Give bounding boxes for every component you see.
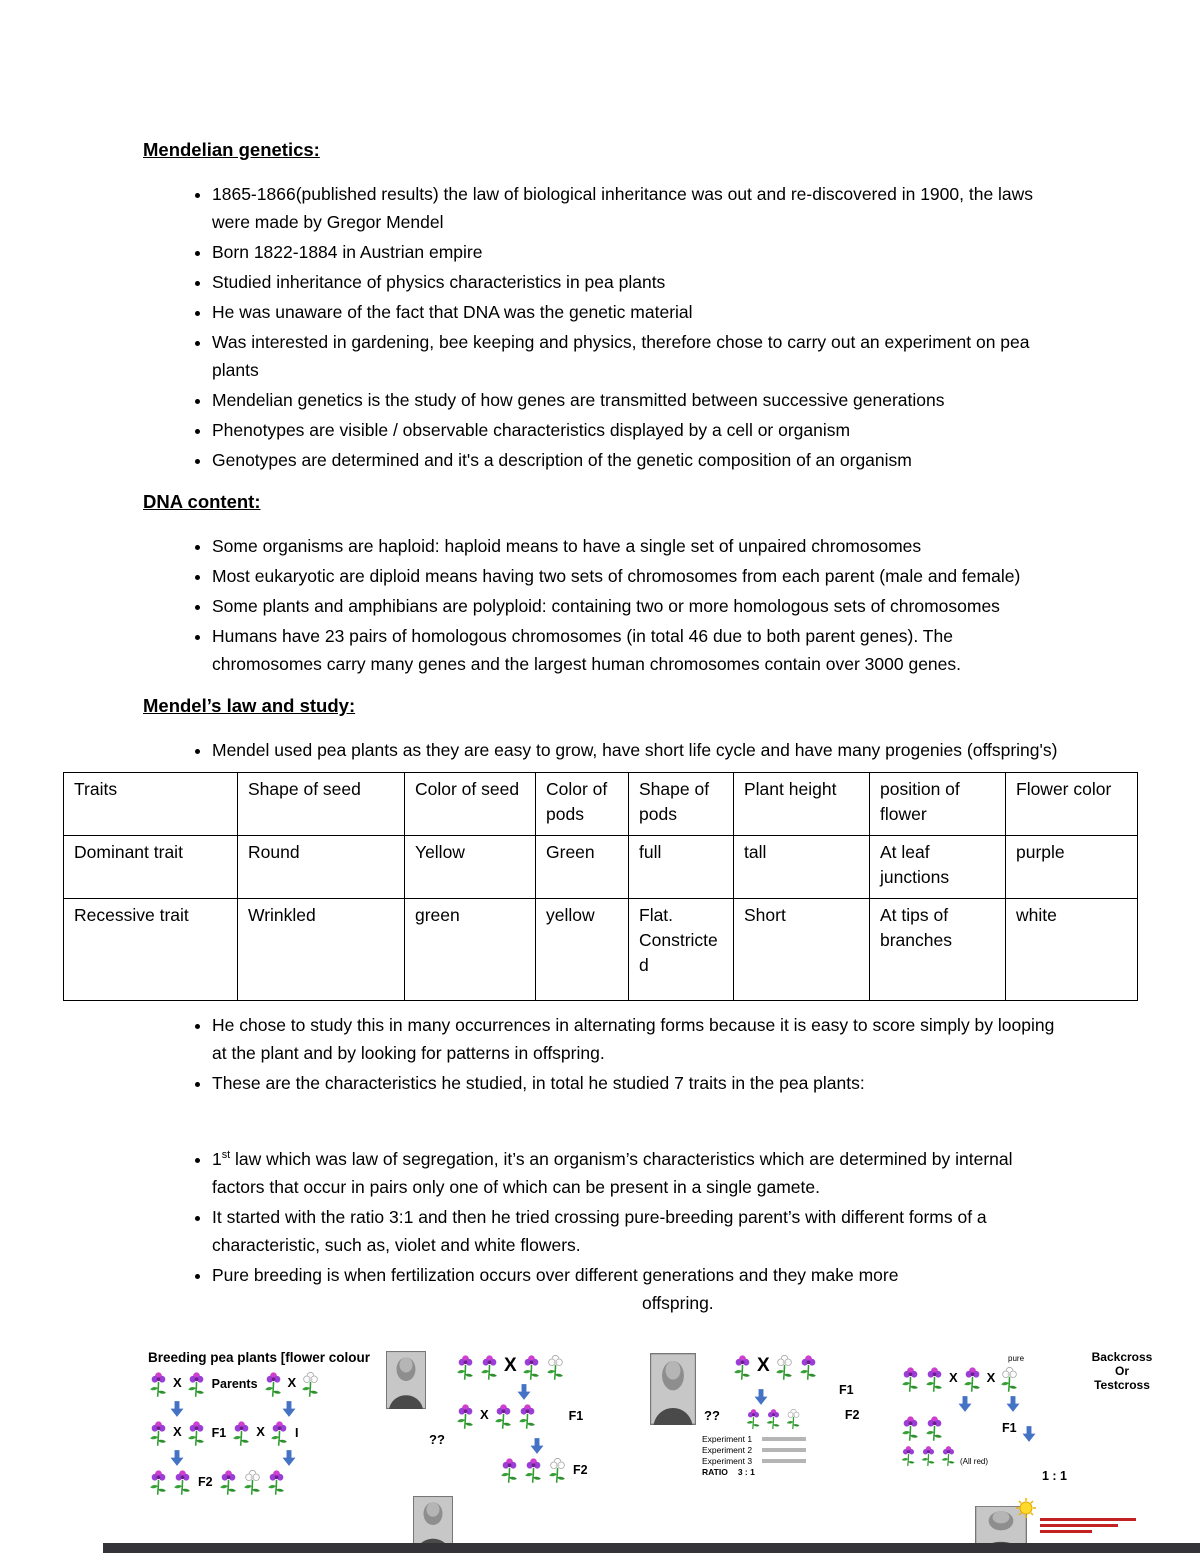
pea-flower-icon (148, 1371, 169, 1398)
down-arrow-icon (530, 1438, 544, 1454)
bullet-item (212, 1141, 1064, 1201)
pea-flower-icon (269, 1420, 290, 1447)
table-cell: Recessive trait (64, 899, 238, 1001)
bullet-item (212, 416, 1064, 444)
bullet-list-dna-content (143, 532, 1135, 678)
experiment-values-bar (762, 1448, 806, 1452)
table-cell: Dominant trait (64, 836, 238, 899)
table-cell: yellow (536, 899, 629, 1001)
pea-flower-icon (263, 1371, 284, 1398)
down-arrow-icon (282, 1450, 296, 1466)
pea-flower-icon (186, 1420, 207, 1447)
pea-flower-icon (745, 1408, 762, 1430)
pea-flower-icon (493, 1403, 514, 1430)
bullet-item (212, 592, 1064, 620)
pea-flower-icon (962, 1366, 983, 1393)
bullet-item (212, 328, 1064, 384)
test-ratio-label: 1 : 1 (1042, 1469, 1068, 1483)
pea-flower-icon (517, 1403, 538, 1430)
ratio-value: 3 : 1 (737, 1466, 755, 1477)
table-row-dominant (64, 836, 1138, 899)
bullet-item (212, 562, 1064, 590)
cross-symbol: X (173, 1424, 182, 1439)
pea-flower-icon (900, 1445, 917, 1467)
section-heading-dna-content: DNA content: (143, 491, 261, 512)
bullet-item (212, 180, 1064, 236)
table-header-cell: Shape of pods (629, 773, 734, 836)
bullet-item (212, 238, 1064, 266)
cross-symbol: X (757, 1355, 770, 1376)
bullet-text: Studied inheritance of physics characteristics in pea plants (212, 272, 666, 292)
experiment-label: Experiment 2 (702, 1444, 753, 1455)
pea-flower-icon (523, 1457, 544, 1484)
bullet-item (212, 622, 1064, 678)
down-arrow-icon (170, 1450, 184, 1466)
bullet-item (212, 1011, 1064, 1067)
bullet-text: 1 (212, 1148, 222, 1169)
generation-label-i: I (294, 1425, 299, 1440)
bullet-text: Pure breeding is when fertilization occurs over different generations and they make more (212, 1264, 899, 1285)
table-cell: green (405, 899, 536, 1001)
bullet-list-post-table (143, 1011, 1135, 1317)
bullet-list-mendelian-genetics (143, 180, 1135, 474)
experiment-values-bar (762, 1459, 806, 1463)
pea-flower-icon (765, 1408, 782, 1430)
generation-label-f2: F2 (573, 1462, 588, 1477)
experiment-values-bar (762, 1437, 806, 1441)
pea-flower-icon (798, 1354, 819, 1381)
all-red-caption: (All red) (960, 1457, 989, 1466)
figure-panel-cross-3 (702, 1354, 902, 1478)
pea-flower-icon (455, 1403, 476, 1430)
bullet-text: Genotypes are determined and it's a description of the genetic composition of an organism (212, 450, 912, 470)
bullet-item (212, 736, 1064, 764)
table-cell: full (629, 836, 734, 899)
caption-line: Or (1114, 1364, 1129, 1378)
experiment-label: Experiment 1 (702, 1433, 753, 1444)
caption-line: Backcross (1091, 1350, 1153, 1364)
table-cell: purple (1006, 836, 1138, 899)
table-header-row (64, 773, 1138, 836)
bullet-item (212, 298, 1064, 326)
mendel-portrait (650, 1353, 696, 1425)
table-cell: Green (536, 836, 629, 899)
table-cell: Yellow (405, 836, 536, 899)
bullet-item (212, 446, 1064, 474)
down-arrow-icon (1022, 1426, 1036, 1442)
pure-label: pure (1008, 1354, 1025, 1363)
table-cell: Flat. Constricted (629, 899, 734, 1001)
down-arrow-icon (754, 1389, 768, 1405)
table-header-cell: Color of seed (405, 773, 536, 836)
bullet-text: Born 1822-1884 in Austrian empire (212, 242, 483, 262)
table-header-cell: Shape of seed (238, 773, 405, 836)
pea-flower-icon (455, 1354, 476, 1381)
down-arrow-icon (958, 1396, 972, 1412)
cross-symbol: X (949, 1370, 958, 1385)
unknown-label: ?? (704, 1407, 720, 1423)
down-arrow-icon (1006, 1396, 1020, 1412)
generation-label-f1: F1 (839, 1383, 854, 1397)
down-arrow-icon (170, 1401, 184, 1417)
pea-flower-icon (231, 1420, 252, 1447)
bullet-text: Most eukaryotic are diploid means having two sets of chromosomes from each parent (male and female) (212, 566, 1021, 586)
bullet-item (212, 532, 1064, 560)
table-header-cell: Color of pods (536, 773, 629, 836)
generation-label-f2: F2 (844, 1408, 860, 1422)
ratio-line (702, 1467, 862, 1478)
bullet-item (212, 1261, 1064, 1317)
white-flower-icon (547, 1457, 568, 1484)
bullet-text: Mendelian genetics is the study of how genes are transmitted between successive generations (212, 390, 945, 410)
cross-symbol: X (986, 1370, 996, 1385)
table-header-cell: Traits (64, 773, 238, 836)
pea-flower-icon (900, 1415, 921, 1442)
cross-symbol: X (173, 1375, 182, 1390)
bullet-item (212, 386, 1064, 414)
white-flower-icon (785, 1408, 802, 1430)
cross-symbol: X (287, 1375, 297, 1390)
bullet-text: Was interested in gardening, bee keeping and physics, therefore chose to carry out an experiment on pea plants (212, 332, 1030, 380)
pea-flower-icon (920, 1445, 937, 1467)
table-row-recessive (64, 899, 1138, 1001)
bullet-text: Phenotypes are visible / observable characteristics displayed by a cell or organism (212, 420, 851, 440)
table-cell: Short (734, 899, 870, 1001)
table-cell: At tips of branches (870, 899, 1006, 1001)
bullet-text: Some plants and amphibians are polyploid: containing two or more homologous sets of chromosomes (212, 596, 1000, 616)
figure-title: Breeding pea plants [flower colour (148, 1350, 371, 1365)
pea-flower-icon (148, 1420, 169, 1447)
pea-flower-icon (940, 1445, 957, 1467)
pea-flower-icon (924, 1366, 945, 1393)
down-arrow-icon (517, 1384, 531, 1400)
lightbulb-icon (1016, 1498, 1036, 1518)
pea-flower-icon (218, 1469, 239, 1496)
generation-label-f2: F2 (198, 1474, 213, 1489)
table-cell: At leaf junctions (870, 836, 1006, 899)
table-header-cell: Plant height (734, 773, 870, 836)
caption-line: Testcross (1094, 1378, 1150, 1392)
generation-label-f1: F1 (568, 1408, 584, 1423)
white-flower-icon (242, 1469, 263, 1496)
cross-symbol: X (504, 1355, 517, 1376)
pea-flower-icon (732, 1354, 753, 1381)
pea-flower-icon (172, 1469, 193, 1496)
table-cell: tall (734, 836, 870, 899)
section-heading-mendels-law: Mendel’s law and study: (143, 695, 356, 716)
experiment-label: Experiment 3 (702, 1455, 753, 1466)
white-flower-icon (300, 1371, 321, 1398)
bullet-text: He chose to study this in many occurrences in alternating forms because it is easy to score simply by looping at the plant and by looking for patterns in offspring. (212, 1015, 1055, 1063)
down-arrow-icon (282, 1401, 296, 1417)
bullet-item (212, 268, 1064, 296)
experiment-line (702, 1434, 862, 1445)
cross-symbol: X (480, 1407, 489, 1422)
unknown-label: ?? (429, 1432, 445, 1447)
generation-label-f1: F1 (1002, 1420, 1017, 1435)
table-header-cell: position of flower (870, 773, 1006, 836)
generation-label-f1: F1 (211, 1425, 227, 1440)
section-heading-mendelian-genetics: Mendelian genetics: (143, 139, 320, 160)
pea-flower-icon (148, 1469, 169, 1496)
bullet-text: Some organisms are haploid: haploid means to have a single set of unpaired chromosomes (212, 536, 922, 556)
red-caption-text (1040, 1518, 1136, 1536)
bullet-text-continuation: offspring. (642, 1292, 714, 1313)
table-cell: Wrinkled (238, 899, 405, 1001)
experiment-line (702, 1445, 862, 1456)
traits-table (63, 772, 1138, 1001)
bullet-text: law which was law of segregation, it’s an organism’s characteristics which are determined by internal factors that occur in pairs only one of which can be present in a single gamete. (212, 1148, 1013, 1197)
ordinal-superscript: st (221, 1149, 231, 1161)
figure-strip (0, 1348, 1200, 1553)
bullet-text: He was unaware of the fact that DNA was the genetic material (212, 302, 693, 322)
experiment-line (702, 1456, 862, 1467)
generation-label-parents: Parents (211, 1376, 258, 1391)
bullet-text: It started with the ratio 3:1 and then he tried crossing pure-breeding parent’s with different forms of a characteristic, such as, violet and white flowers. (212, 1206, 987, 1255)
ratio-label: RATIO (702, 1466, 728, 1477)
figure-panel-cross-2 (429, 1354, 645, 1487)
bottom-dark-strip (103, 1543, 1200, 1553)
pea-flower-icon (186, 1371, 207, 1398)
pea-flower-icon (521, 1354, 542, 1381)
bullet-text: Mendel used pea plants as they are easy to grow, have short life cycle and have many progenies (offspring's) (212, 740, 1058, 760)
table-header-cell: Flower color (1006, 773, 1138, 836)
bullet-text: 1865-1866(published results) the law of biological inheritance was out and re-discovered in 1900, the laws were made by Gregor Mendel (212, 184, 1034, 232)
bullet-text: These are the characteristics he studied, in total he studied 7 traits in the pea plants: (212, 1073, 865, 1093)
pea-flower-icon (479, 1354, 500, 1381)
mendel-portrait (386, 1351, 426, 1409)
pea-flower-icon (266, 1469, 287, 1496)
white-flower-icon (545, 1354, 566, 1381)
experiment-results (702, 1434, 862, 1478)
bullet-item (212, 1203, 1064, 1259)
bullet-text: Humans have 23 pairs of homologous chromosomes (in total 46 due to both parent genes). The chromosomes carry many genes and the largest human chromosomes contain over 3000 genes. (212, 626, 962, 674)
white-flower-icon (999, 1366, 1020, 1393)
table-cell: white (1006, 899, 1138, 1001)
white-flower-icon (774, 1354, 795, 1381)
table-cell: Round (238, 836, 405, 899)
backcross-caption (1082, 1350, 1162, 1392)
pea-flower-icon (499, 1457, 520, 1484)
cross-symbol: X (256, 1424, 265, 1439)
pea-flower-icon (900, 1366, 921, 1393)
bullet-item (212, 1069, 1064, 1097)
figure-panel-breeding (148, 1350, 400, 1499)
pea-flower-icon (924, 1415, 945, 1442)
bullet-list-mendels-law (143, 736, 1135, 764)
